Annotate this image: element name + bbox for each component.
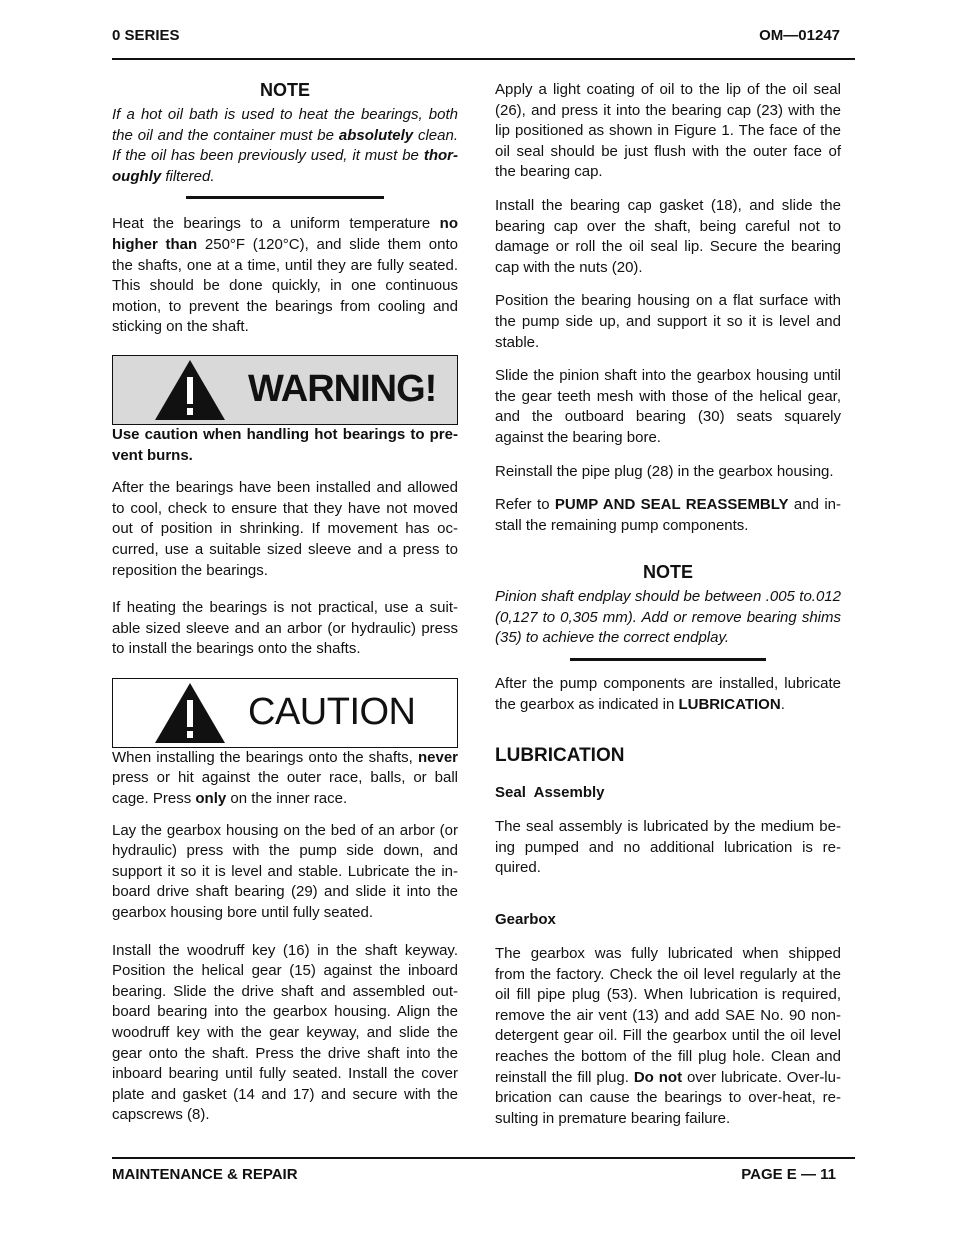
header-rule [112,58,855,60]
left-column [112,80,458,1126]
footer-rule [112,1157,855,1159]
pipe-plug-paragraph: Reinstall the pipe plug (28) in the gearbox housing. [495,462,834,480]
arbor-press-paragraph: Lay the gearbox housing on the bed of an arbor (or hydraulic) press with the pump side down, and support it so it is level and stable. Lubricate the inboard drive shaft bearing (29) and slide it into the gearbox housing bore until fully seated. [112,821,458,922]
after-install-paragraph: After the bearings have been installed and allowed to cool, check to ensure that they have not moved out of position in shrinking. If movement has occurred, use a suitable sized sleeve and a press to reposition the bearings. [112,479,458,579]
caution-label: CAUTION [248,690,416,733]
gearbox-heading: Gearbox [495,911,556,929]
lubricate-gearbox-paragraph: After the pump components are installed, lubricate the gearbox as indicated in LUBRICATION. [495,675,841,713]
pinion-shaft-paragraph: Slide the pinion shaft into the gearbox housing until the gear teeth mesh with those of the helical gear, and the outboard bearing (30) seats squarely against the bearing bore. [495,367,841,446]
heat-bearings-paragraph: Heat the bearings to a uniform temperature no higher than 250°F (120°C), and slide them onto the shafts, one at a time, until they are fully seated. This should be done quickly, in one continuous motion, to prevent the bearings from cooling and sticking on the shaft. [112,215,458,336]
bearing-housing-paragraph: Position the bearing housing on a flat surface with the pump side up, and support it so it is level and stable. [495,292,841,351]
right-column [495,80,841,1129]
bearing-cap-gasket-paragraph: Install the bearing cap gasket (18), and slide the bearing cap over the shaft, being careful not to damage or roll the oil seal lip. Secure the bearing cap with the nuts (20). [495,196,841,276]
warning-text: Use caution when handling hot bearings to prevent burns. [112,425,458,464]
warning-label: WARNING! [248,367,437,410]
seal-assembly-heading: Seal Assembly [495,784,605,802]
note-endplay [495,562,841,661]
footer-section-title: MAINTENANCE & REPAIR [112,1166,298,1183]
note-text: If a hot oil bath is used to heat the bearings, both the oil and the container must be absolutely clean. If the oil has been previously used, it must be thoroughly filtered. [112,106,458,185]
warning-banner [112,355,458,425]
caution-text: When installing the bearings onto the shafts, never press or hit against the outer race, balls, or ball cage. Press only on the inner race. [112,748,458,808]
note-title: NOTE [642,562,693,583]
heating-alternative-paragraph: If heating the bearings is not practical, use a suitable sized sleeve and an arbor (or hydraulic) press to install the bearings onto the shafts. [112,599,458,658]
lubrication-heading: LUBRICATION [495,745,625,767]
footer-page-number: PAGE E — 11 [741,1166,836,1183]
header-document-number: OM—01247 [759,27,840,44]
note-text: Pinion shaft endplay should be between .005 to.012 (0,127 to 0,305 mm). Add or remove bearing shims (35) to achieve the correct endplay. [495,588,841,647]
caution-banner [112,678,458,748]
refer-paragraph: Refer to PUMP AND SEAL REASSEMBLY and install the remaining pump components. [495,496,841,534]
caution-triangle-icon [153,681,227,745]
woodruff-key-paragraph: Install the woodruff key (16) in the shaft keyway. Position the helical gear (15) against the inboard bearing. Slide the drive shaft and assembled outboard bearing into the gearbox housing. Align the woodruff key with the gear keyway, and slide the gear onto the shaft. Press the drive shaft into the inboard bearing until fully seated. Install the cover plate and gasket (14 and 17) and secure with the capscrews (8). [112,941,458,1124]
warning-triangle-icon [153,358,227,422]
note-rule [570,658,766,661]
seal-assembly-paragraph: The seal assembly is lubricated by the medium being pumped and no additional lubrication is required. [495,818,841,877]
gearbox-paragraph: The gearbox was fully lubricated when shipped from the factory. Check the oil level regularly at the oil fill pipe plug (53). When lubrication is required, remove the air vent (13) and add SAE No. 90 non-detergent gear oil. Fill the gearbox until the oil level reaches the bottom of the fill plug hole. Clean and reinstall the fill plug. Do not over lubricate. Over-lubrication can cause the bearings to over-heat, resulting in premature bearing failure. [495,945,841,1127]
header-series: 0 SERIES [112,27,180,44]
oil-seal-paragraph: Apply a light coating of oil to the lip of the oil seal (26), and press it into the bearing cap (23) with the lip positioned as shown in Figure 1. The face of the oil seal should be just flush with the outer face of the bearing cap. [495,81,841,181]
note-title: NOTE [259,80,310,100]
note-hot-oil [112,80,458,199]
note-rule [186,196,384,199]
